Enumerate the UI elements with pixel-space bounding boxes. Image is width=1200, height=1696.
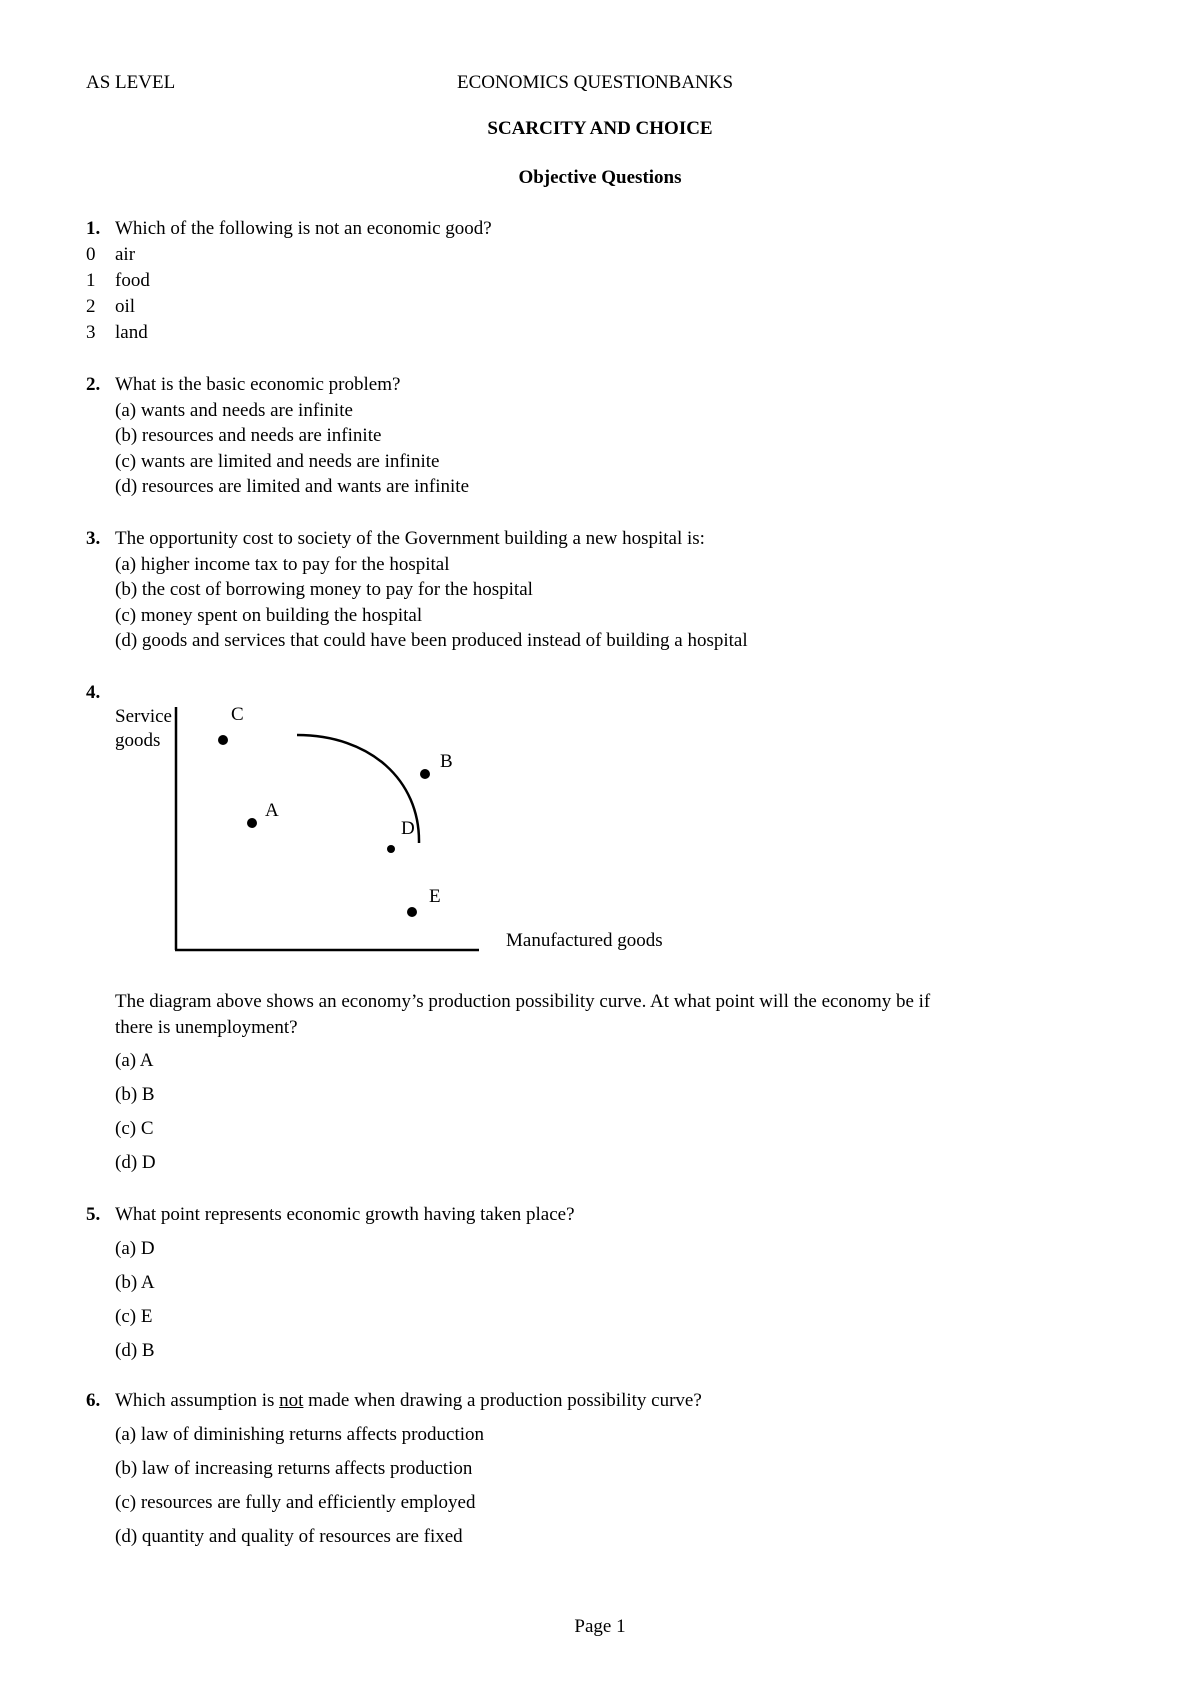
y-axis-label-1: Service — [115, 706, 172, 727]
point-a — [247, 818, 257, 828]
question-number: 6. — [86, 1390, 101, 1411]
page-title: SCARCITY AND CHOICE — [487, 118, 713, 139]
option-key: 1 — [86, 270, 96, 291]
option-text: (d) B — [115, 1340, 155, 1361]
question-text: The opportunity cost to society of the Government building a new hospital is: — [115, 528, 705, 549]
question-text — [115, 1390, 702, 1412]
point-label-b: B — [440, 751, 453, 772]
question-text: The diagram above shows an economy’s production possibility curve. At what point will the economy be if — [115, 991, 931, 1012]
option-text: (b) A — [115, 1272, 155, 1293]
question-text-start: Which assumption is — [115, 1390, 280, 1411]
option-text: (d) quantity and quality of resources are fixed — [115, 1526, 463, 1547]
option-text: oil — [115, 296, 136, 317]
option-text: (d) D — [115, 1152, 156, 1173]
header-level: AS LEVEL — [86, 72, 176, 93]
section-subtitle: Objective Questions — [518, 167, 682, 188]
option-key: 2 — [86, 296, 96, 317]
point-label-c: C — [231, 704, 244, 725]
question-number: 3. — [86, 528, 101, 549]
option-text: (a) D — [115, 1238, 155, 1259]
point-b — [420, 769, 430, 779]
point-label-a: A — [265, 800, 279, 821]
question-text: What is the basic economic problem? — [115, 374, 401, 395]
option-text: (b) the cost of borrowing money to pay for the hospital — [115, 579, 533, 600]
option-text: (a) wants and needs are infinite — [115, 400, 353, 421]
option-text: land — [115, 322, 148, 343]
point-c — [218, 735, 228, 745]
x-axis-label: Manufactured goods — [506, 930, 663, 951]
option-text: (c) E — [115, 1306, 153, 1327]
question-number: 4. — [86, 682, 101, 703]
question-text-end: made when drawing a production possibility curve? — [303, 1390, 702, 1411]
point-d — [387, 845, 395, 853]
option-text: (c) wants are limited and needs are infinite — [115, 451, 440, 472]
question-text-continued: there is unemployment? — [115, 1017, 298, 1038]
option-key: 3 — [86, 322, 96, 343]
question-number: 1. — [86, 218, 101, 239]
option-text: (c) C — [115, 1118, 154, 1139]
option-text: (d) resources are limited and wants are infinite — [115, 476, 469, 497]
header-title: ECONOMICS QUESTIONBANKS — [457, 72, 734, 93]
option-text: air — [115, 244, 136, 265]
option-text: (b) law of increasing returns affects production — [115, 1458, 473, 1479]
y-axis-label-2: goods — [115, 730, 161, 751]
question-number: 2. — [86, 374, 101, 395]
question-text: What point represents economic growth having taken place? — [115, 1204, 575, 1225]
option-text: (a) A — [115, 1050, 154, 1071]
point-e — [407, 907, 417, 917]
question-number: 5. — [86, 1204, 101, 1225]
option-text: (c) money spent on building the hospital — [115, 605, 423, 626]
option-text: (d) goods and services that could have been produced instead of building a hospital — [115, 630, 748, 651]
option-text: food — [115, 270, 150, 291]
point-label-e: E — [429, 886, 441, 907]
option-text: (a) higher income tax to pay for the hospital — [115, 554, 450, 575]
option-key: 0 — [86, 244, 96, 265]
emphasis-not: not — [279, 1390, 304, 1411]
page-number: Page 1 — [574, 1616, 626, 1637]
option-text: (a) law of diminishing returns affects production — [115, 1424, 484, 1445]
option-text: (b) B — [115, 1084, 155, 1105]
point-label-d: D — [401, 818, 415, 839]
option-text: (b) resources and needs are infinite — [115, 425, 382, 446]
option-text: (c) resources are fully and efficiently employed — [115, 1492, 476, 1513]
question-text: Which of the following is not an economic good? — [115, 218, 492, 239]
